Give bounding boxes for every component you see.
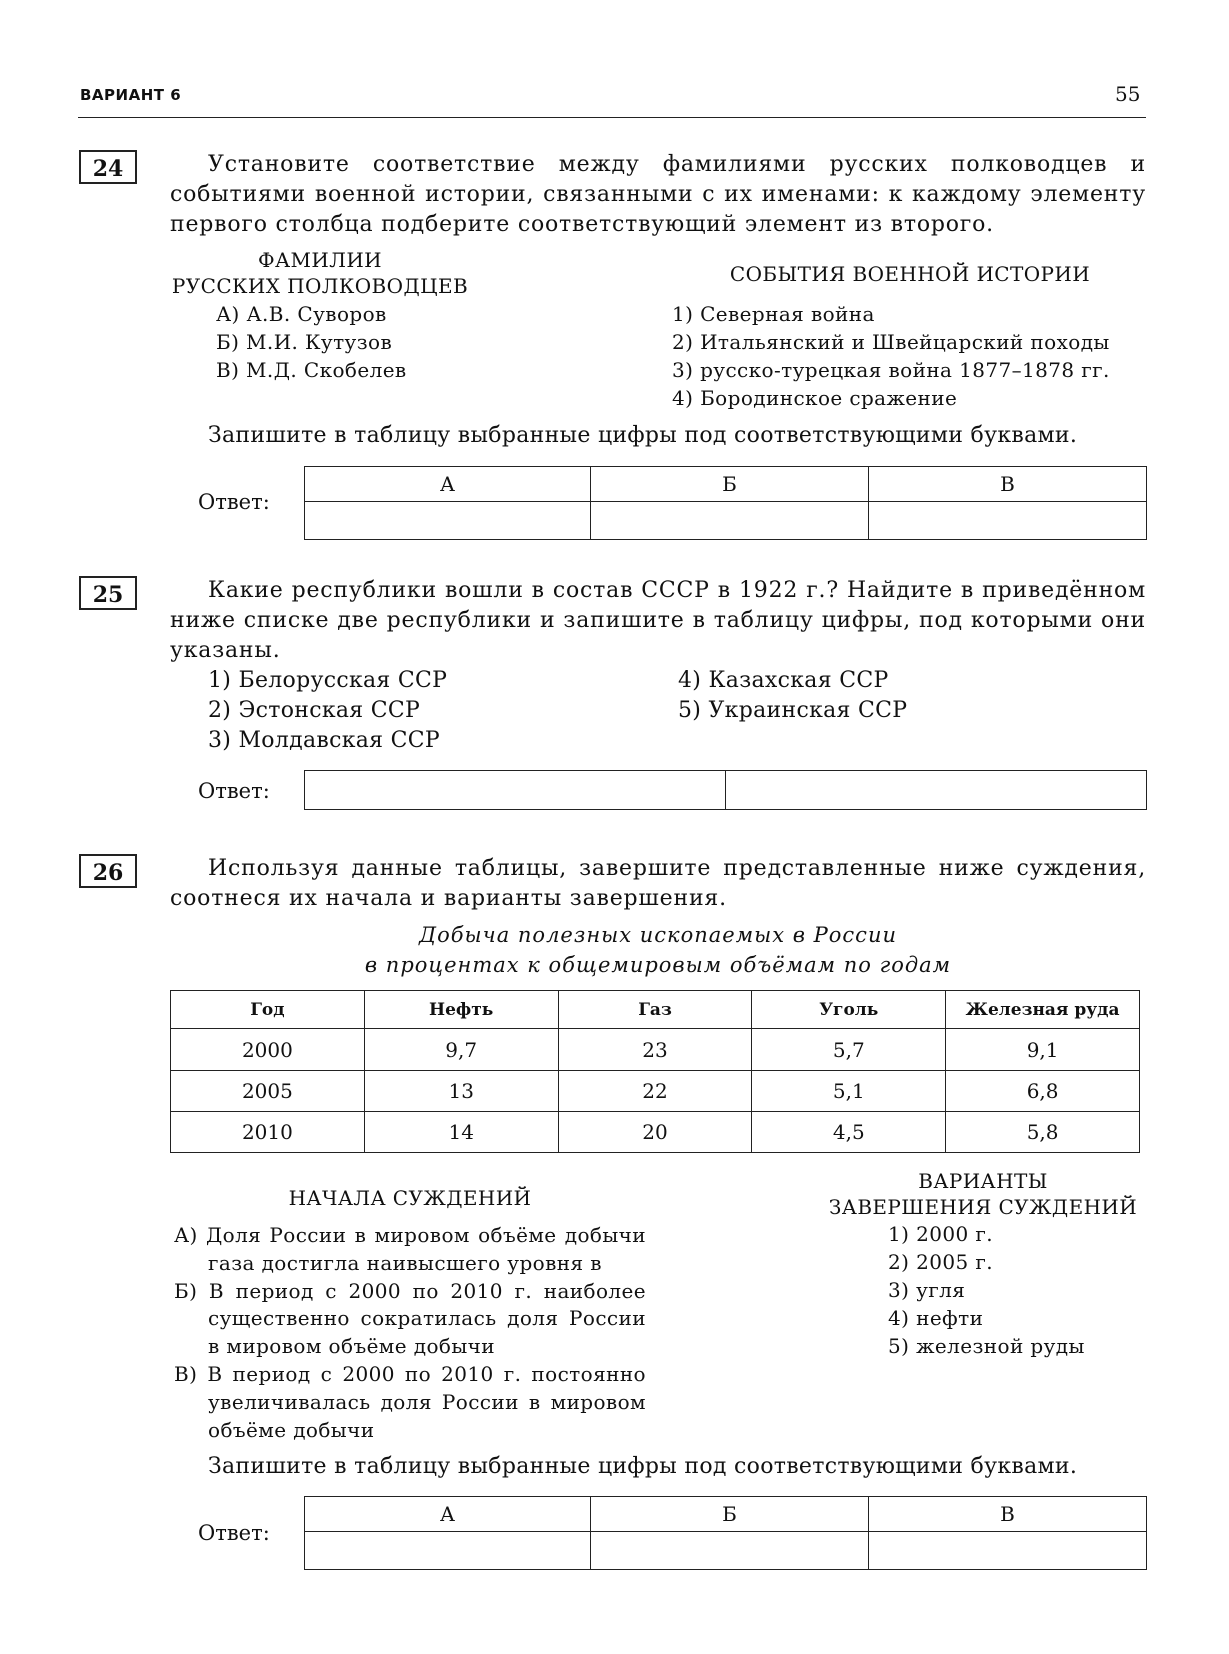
q25-options-left [208, 666, 447, 756]
q24-left-list [216, 300, 407, 384]
answer-cell-c[interactable] [868, 502, 1146, 540]
table-cell: 2000 [171, 1029, 365, 1071]
q25-answer-table [304, 770, 1147, 810]
list-item: 1) Белорусская ССР [208, 668, 448, 693]
list-item: 4) Казахская ССР [678, 668, 889, 693]
table-cell: 6,8 [946, 1071, 1140, 1112]
table-header-oil: Нефть [364, 991, 558, 1029]
answer-column-header: Б [591, 467, 869, 502]
q25-options-right [678, 666, 907, 726]
table-cell: 23 [558, 1029, 752, 1071]
answer-cell-b[interactable] [591, 1532, 869, 1570]
list-item: 4) нефти [888, 1306, 984, 1330]
header-divider [78, 117, 1146, 118]
answer-column-header: В [868, 467, 1146, 502]
table-cell: 22 [558, 1071, 752, 1112]
answer-column-header: В [868, 1497, 1146, 1532]
list-item: А) Доля России в мировом объёме добычи газа достигла наивысшего уровня в [174, 1223, 646, 1275]
list-item: 3) угля [888, 1278, 966, 1302]
list-item: В) М.Д. Скобелев [216, 358, 407, 382]
q24-answer-label: Ответ: [198, 490, 270, 514]
q24-instruction: Запишите в таблицу выбранные цифры под соответствующими буквами. [208, 423, 1078, 448]
caption-line-1: Добыча полезных ископаемых в России [419, 923, 897, 947]
list-item: 5) железной руды [888, 1334, 1085, 1358]
question-26-stem: Используя данные таблицы, завершите представленные ниже суждения, соотнеся их начала и варианты завершения. [170, 856, 1146, 911]
list-item: 3) русско-турецкая война 1877–1878 гг. [672, 358, 1110, 382]
list-item: Б) М.И. Кутузов [216, 330, 393, 354]
table-cell: 9,7 [364, 1029, 558, 1071]
list-item: 2) Эстонская ССР [208, 698, 421, 723]
q24-left-heading [170, 247, 470, 299]
q26-right-heading [818, 1168, 1148, 1220]
q26-endings-list [888, 1220, 1085, 1360]
table-cell: 5,8 [946, 1112, 1140, 1153]
q24-right-heading: СОБЫТИЯ ВОЕННОЙ ИСТОРИИ [729, 262, 1091, 286]
list-item: 3) Молдавская ССР [208, 728, 440, 753]
q24-left-heading-line-1: ФАМИЛИИ [257, 248, 383, 272]
page-number: 55 [1115, 82, 1141, 106]
table-row [171, 1071, 1140, 1112]
question-24-stem: Установите соответствие между фамилиями русских полководцев и событиями военной истории, связанными с их именами: к каждому элементу первого столбца подберите соответствующий элемент из второго. [170, 152, 1146, 237]
table-cell: 5,1 [752, 1071, 946, 1112]
table-cell: 9,1 [946, 1029, 1140, 1071]
table-row [171, 1029, 1140, 1071]
q26-data-table [170, 990, 1140, 1153]
table-cell: 13 [364, 1071, 558, 1112]
answer-cell-1[interactable] [305, 771, 726, 810]
question-25-number: 25 [79, 576, 137, 610]
table-cell: 2005 [171, 1071, 365, 1112]
table-header-iron-ore: Железная руда [946, 991, 1140, 1029]
table-row [171, 1112, 1140, 1153]
list-item: 2) Итальянский и Швейцарский походы [672, 330, 1110, 354]
answer-column-header: А [305, 1497, 591, 1532]
question-25-stem: Какие республики вошли в состав СССР в 1922 г.? Найдите в приведённом ниже списке две республики и запишите в таблицу цифры, под которыми они указаны. [170, 578, 1146, 663]
table-cell: 2010 [171, 1112, 365, 1153]
q26-answer-label: Ответ: [198, 1521, 270, 1545]
answer-cell-a[interactable] [305, 502, 591, 540]
q26-right-heading-line-2: ЗАВЕРШЕНИЯ СУЖДЕНИЙ [828, 1195, 1138, 1219]
q24-right-list [672, 300, 1110, 412]
answer-column-header: А [305, 467, 591, 502]
q26-table-caption [170, 920, 1146, 980]
caption-line-2: в процентах к общемировым объёмам по годам [364, 953, 952, 977]
list-item: А) А.В. Суворов [216, 302, 387, 326]
table-cell: 5,7 [752, 1029, 946, 1071]
answer-cell-b[interactable] [591, 502, 869, 540]
list-item: Б) В период с 2000 по 2010 г. наиболее существенно сократилась доля России в мировом объёме добычи [174, 1278, 646, 1359]
q24-left-heading-line-2: РУССКИХ ПОЛКОВОДЦЕВ [171, 274, 469, 298]
question-26-number: 26 [79, 854, 137, 888]
q26-answer-table [304, 1496, 1147, 1570]
table-header-coal: Уголь [752, 991, 946, 1029]
answer-column-header: Б [591, 1497, 869, 1532]
answer-cell-2[interactable] [726, 771, 1147, 810]
list-item: 1) Северная война [672, 302, 875, 326]
table-cell: 14 [364, 1112, 558, 1153]
list-item: 4) Бородинское сражение [672, 386, 958, 410]
table-cell: 4,5 [752, 1112, 946, 1153]
q25-answer-label: Ответ: [198, 779, 270, 803]
answer-cell-c[interactable] [868, 1532, 1146, 1570]
question-24-number: 24 [79, 150, 137, 184]
list-item: 5) Украинская ССР [678, 698, 908, 723]
list-item: 2) 2005 г. [888, 1250, 993, 1274]
list-item: 1) 2000 г. [888, 1222, 993, 1246]
q26-left-heading: НАЧАЛА СУЖДЕНИЙ [288, 1186, 532, 1210]
list-item: В) В период с 2000 по 2010 г. постоянно увеличивалась доля России в мировом объёме добычи [174, 1361, 646, 1442]
q26-instruction: Запишите в таблицу выбранные цифры под соответствующими буквами. [208, 1454, 1078, 1479]
q26-beginnings-list [174, 1222, 646, 1444]
q26-right-heading-line-1: ВАРИАНТЫ [918, 1169, 1048, 1193]
answer-cell-a[interactable] [305, 1532, 591, 1570]
table-header-gas: Газ [558, 991, 752, 1029]
q24-answer-table [304, 466, 1147, 540]
table-cell: 20 [558, 1112, 752, 1153]
table-header-year: Год [171, 991, 365, 1029]
variant-label: ВАРИАНТ 6 [80, 86, 182, 104]
